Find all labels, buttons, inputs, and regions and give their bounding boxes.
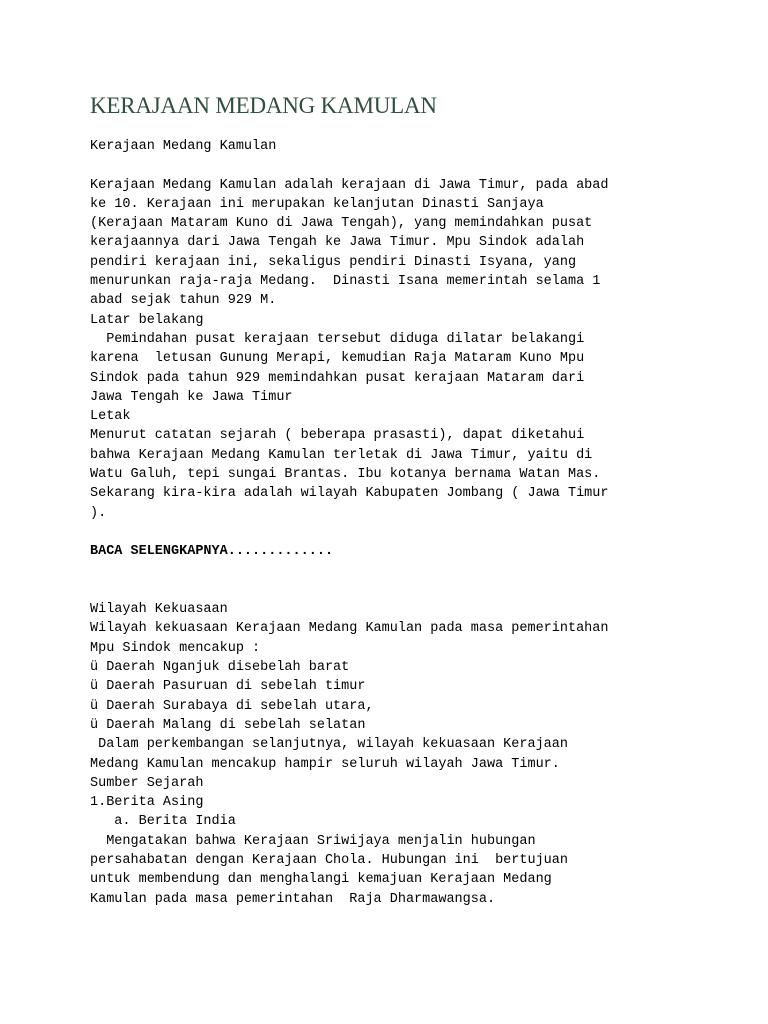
read-more-text: BACA SELENGKAPNYA............. — [90, 544, 334, 560]
text-line: Dalam perkembangan selanjutnya, wilayah kekuasaan Kerajaan — [90, 737, 568, 753]
text-line: Mpu Sindok mencakup : — [90, 640, 261, 656]
text-line: Latar belakang — [90, 312, 204, 328]
text-line: Wilayah kekuasaan Kerajaan Medang Kamulan pada masa pemerintahan — [90, 621, 609, 637]
text-line: abad sejak tahun 929 M. — [90, 293, 277, 309]
text-line: Watu Galuh, tepi sungai Brantas. Ibu kotanya bernama Watan Mas. — [90, 467, 601, 483]
text-line: Pemindahan pusat kerajaan tersebut diduga dilatar belakangi — [90, 331, 585, 347]
text-line — [90, 562, 690, 581]
text-line: ). — [90, 505, 107, 521]
text-line: kerajaannya dari Jawa Tengah ke Jawa Timur. Mpu Sindok adalah — [90, 235, 585, 251]
text-line: Kerajaan Medang Kamulan — [90, 139, 277, 154]
text-line — [90, 156, 690, 175]
text-line: (Kerajaan Mataram Kuno di Jawa Tengah), yang memindahkan pusat — [90, 216, 593, 232]
text-line: ü Daerah Malang di sebelah selatan — [90, 717, 366, 733]
text-line: Sumber Sejarah — [90, 775, 204, 791]
text-line — [90, 523, 690, 542]
text-line: ü Daerah Surabaya di sebelah utara, — [90, 698, 374, 714]
text-line: pendiri kerajaan ini, sekaligus pendiri Dinasti Isyana, yang — [90, 254, 577, 270]
text-line: karena letusan Gunung Merapi, kemudian Raja Mataram Kuno Mpu — [90, 351, 585, 367]
text-line: Kamulan pada masa pemerintahan Raja Dharmawangsa. — [90, 891, 496, 907]
text-line: Menurut catatan sejarah ( beberapa prasasti), dapat diketahui — [90, 428, 585, 444]
text-line: ü Daerah Pasuruan di sebelah timur — [90, 679, 366, 695]
text-line — [90, 581, 690, 600]
text-line: untuk membendung dan menghalangi kemajuan Kerajaan Medang — [90, 872, 552, 888]
text-line: a. Berita India — [90, 814, 236, 830]
text-line: persahabatan dengan Kerajaan Chola. Hubungan ini bertujuan — [90, 852, 568, 868]
text-line: menurunkan raja-raja Medang. Dinasti Isana memerintah selama 1 — [90, 274, 601, 290]
document-title: KERAJAAN MEDANG KAMULAN — [90, 93, 437, 118]
text-line: Wilayah Kekuasaan — [90, 602, 228, 618]
text-line: Kerajaan Medang Kamulan adalah kerajaan di Jawa Timur, pada abad — [90, 177, 609, 193]
text-line: Medang Kamulan mencakup hampir seluruh wilayah Jawa Timur. — [90, 756, 560, 772]
text-line: Mengatakan bahwa Kerajaan Sriwijaya menjalin hubungan — [90, 833, 536, 849]
document-body — [90, 137, 690, 909]
text-line: bahwa Kerajaan Medang Kamulan terletak di Jawa Timur, yaitu di — [90, 447, 593, 463]
text-line: Jawa Tengah ke Jawa Timur — [90, 389, 293, 405]
text-line: ü Daerah Nganjuk disebelah barat — [90, 660, 350, 676]
text-line: Letak — [90, 409, 131, 425]
text-line: 1.Berita Asing — [90, 795, 204, 811]
text-line: Sekarang kira-kira adalah wilayah Kabupaten Jombang ( Jawa Timur — [90, 486, 609, 502]
text-line: Sindok pada tahun 929 memindahkan pusat kerajaan Mataram dari — [90, 370, 585, 386]
text-line: ke 10. Kerajaan ini merupakan kelanjutan Dinasti Sanjaya — [90, 196, 544, 212]
